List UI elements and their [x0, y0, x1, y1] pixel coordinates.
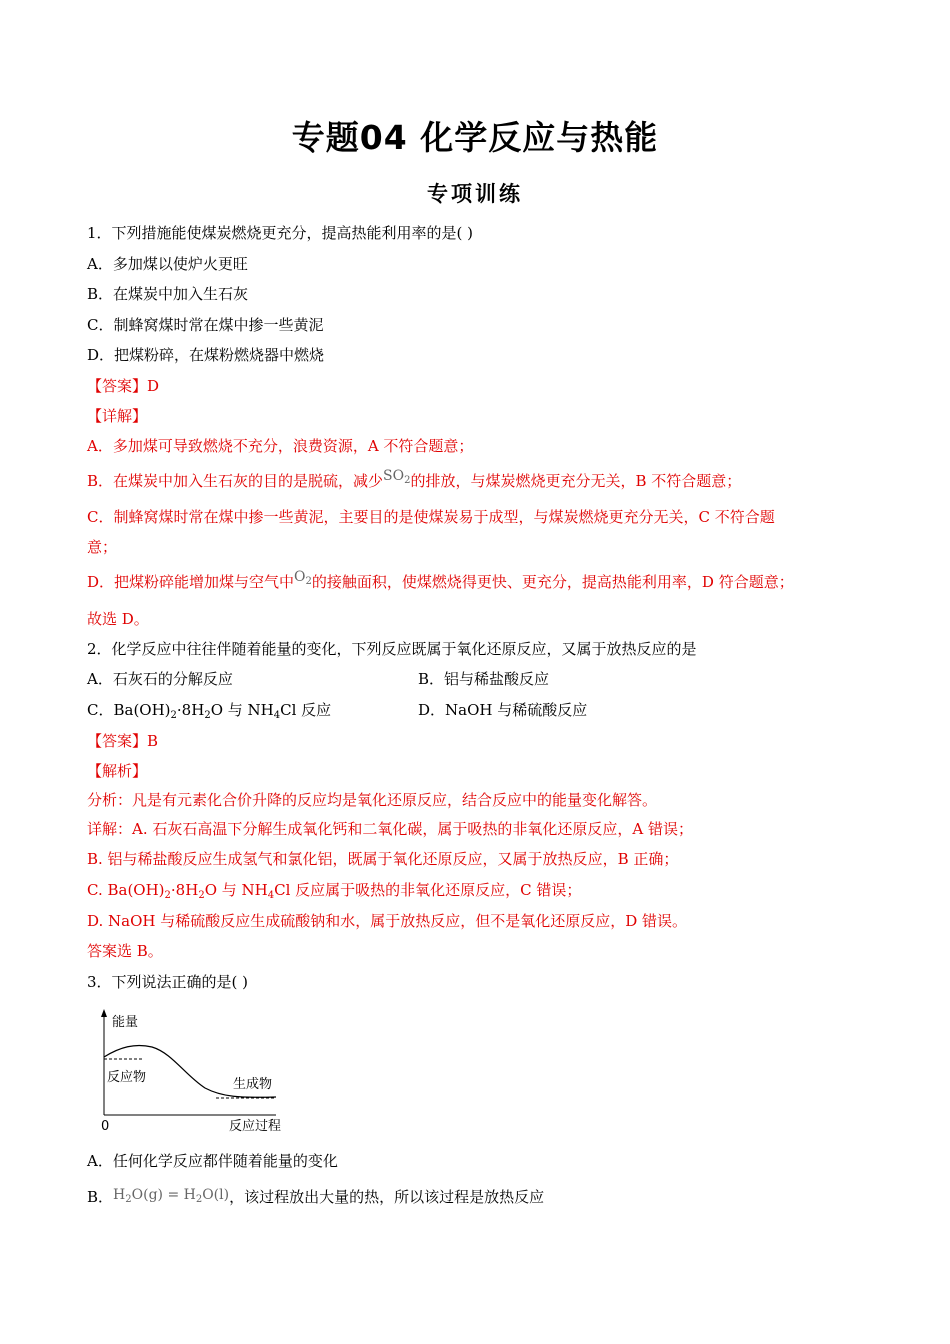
so2-subscript: 2	[404, 475, 411, 486]
eq-sub-1: 2	[125, 1194, 132, 1205]
q2-analysis-label: 【解析】	[87, 762, 148, 780]
q1-option-c: C．制蜂窝煤时常在煤中掺一些黄泥	[87, 316, 324, 334]
q2-c-text-2: ·8H	[176, 701, 205, 719]
q2-option-c	[87, 700, 331, 720]
eq-part-1: H	[113, 1187, 126, 1203]
x-axis-label: 反应过程	[229, 1119, 282, 1134]
q2-c-sub-2: 2	[204, 710, 211, 721]
q2-exp4-text-2: ·8H	[170, 881, 199, 899]
q2-option-b: B．铝与稀盐酸反应	[418, 670, 550, 688]
o2-subscript: 2	[305, 576, 312, 587]
q1-explanation-a: A．多加煤可导致燃烧不充分，浪费资源，A 不符合题意；	[87, 437, 474, 455]
q1-explanation-c-1: C．制蜂窝煤时常在煤中掺一些黄泥，主要目的是使煤炭易于成型，与煤炭燃烧更充分无关，C 不符合题	[87, 508, 775, 526]
q1-explanation-d	[87, 569, 794, 593]
q2-exp4-sub-2: 2	[198, 890, 205, 901]
q2-exp4-text-4: Cl 反应属于吸热的非氧化还原反应，C 错误；	[274, 881, 582, 899]
q2-stem: 2．化学反应中往往伴随着能量的变化，下列反应既属于氧化还原反应，又属于放热反应的是	[87, 640, 697, 658]
q3-option-a: A．任何化学反应都伴随着能量的变化	[87, 1152, 338, 1170]
water-equation	[113, 1187, 229, 1203]
q2-c-sub-3: 4	[273, 710, 281, 721]
product-label: 生成物	[233, 1077, 273, 1092]
q2-explanation-2: 详解：A. 石灰石高温下分解生成氧化钙和二氧化碳，属于吸热的非氧化还原反应，A 错误；	[87, 820, 693, 838]
q1-option-d: D．把煤粉碎，在煤粉燃烧器中燃烧	[87, 346, 325, 364]
q2-c-sub-1: 2	[170, 710, 177, 721]
q1-exp-b-post: 的排放，与煤炭燃烧更充分无关，B 不符合题意；	[410, 472, 742, 490]
q2-exp4-sub-1: 2	[164, 890, 171, 901]
q2-c-text-4: Cl 反应	[280, 701, 332, 719]
q1-conclusion: 故选 D。	[87, 610, 149, 628]
q1-option-b: B．在煤炭中加入生石灰	[87, 285, 249, 303]
q2-option-a: A．石灰石的分解反应	[87, 670, 233, 688]
q3-b-suffix: ，该过程放出大量的热，所以该过程是放热反应	[229, 1188, 545, 1206]
q3-option-b	[87, 1187, 544, 1208]
reactant-label: 反应物	[107, 1070, 147, 1085]
q1-exp-d-post: 的接触面积，使煤燃烧得更快、更充分，提高热能利用率，D 符合题意；	[311, 573, 794, 591]
q1-detail-label: 【详解】	[87, 407, 148, 425]
q2-conclusion: 答案选 B。	[87, 942, 163, 960]
q2-explanation-4	[87, 880, 581, 900]
q3-stem: 3．下列说法正确的是( )	[87, 973, 249, 991]
q2-exp4-text-3: O 与 NH	[204, 881, 268, 899]
so2-formula	[383, 468, 410, 484]
q2-explanation-5: D. NaOH 与稀硫酸反应生成硫酸钠和水，属于放热反应，但不是氧化还原反应，D 错误。	[87, 912, 688, 930]
q1-exp-d-pre: D．把煤粉碎能增加煤与空气中	[87, 573, 295, 591]
q2-explanation-1: 分析：凡是有元素化合价升降的反应均是氧化还原反应，结合反应中的能量变化解答。	[87, 791, 658, 809]
eq-sub-2: 2	[195, 1194, 203, 1205]
eq-part-3: O(l)	[202, 1187, 230, 1203]
o2-formula	[294, 569, 312, 585]
q2-exp4-sub-3: 4	[267, 890, 275, 901]
q2-option-d: D．NaOH 与稀硫酸反应	[418, 701, 588, 719]
q2-exp4-text-1: C. Ba(OH)	[87, 881, 165, 899]
page-title: 专题04 化学反应与热能	[291, 118, 659, 157]
q2-c-text-1: C．Ba(OH)	[87, 701, 171, 719]
eq-part-2: O(g) = H	[131, 1187, 196, 1203]
energy-diagram	[90, 1005, 290, 1135]
q3-b-prefix: B．	[87, 1188, 114, 1206]
origin-label: 0	[101, 1119, 110, 1134]
q2-answer: 【答案】B	[87, 732, 159, 750]
y-axis-arrow	[101, 1009, 107, 1017]
q2-explanation-3: B. 铝与稀盐酸反应生成氢气和氯化铝，既属于氧化还原反应，又属于放热反应，B 正确；	[87, 850, 679, 868]
q1-stem: 1．下列措施能使煤炭燃烧更充分，提高热能利用率的是( )	[87, 224, 474, 242]
page-subtitle: 专项训练	[427, 182, 523, 206]
o2-symbol: O	[294, 569, 306, 585]
q1-explanation-c-2: 意；	[87, 538, 118, 556]
so2-symbol: SO	[383, 468, 405, 484]
q2-c-text-3: O 与 NH	[210, 701, 274, 719]
q1-exp-b-pre: B．在煤炭中加入生石灰的目的是脱硫，减少	[87, 472, 384, 490]
q1-explanation-b	[87, 468, 742, 492]
q1-option-a: A．多加煤以使炉火更旺	[87, 255, 248, 273]
q1-answer: 【答案】D	[87, 377, 160, 395]
y-axis-label: 能量	[112, 1015, 139, 1030]
